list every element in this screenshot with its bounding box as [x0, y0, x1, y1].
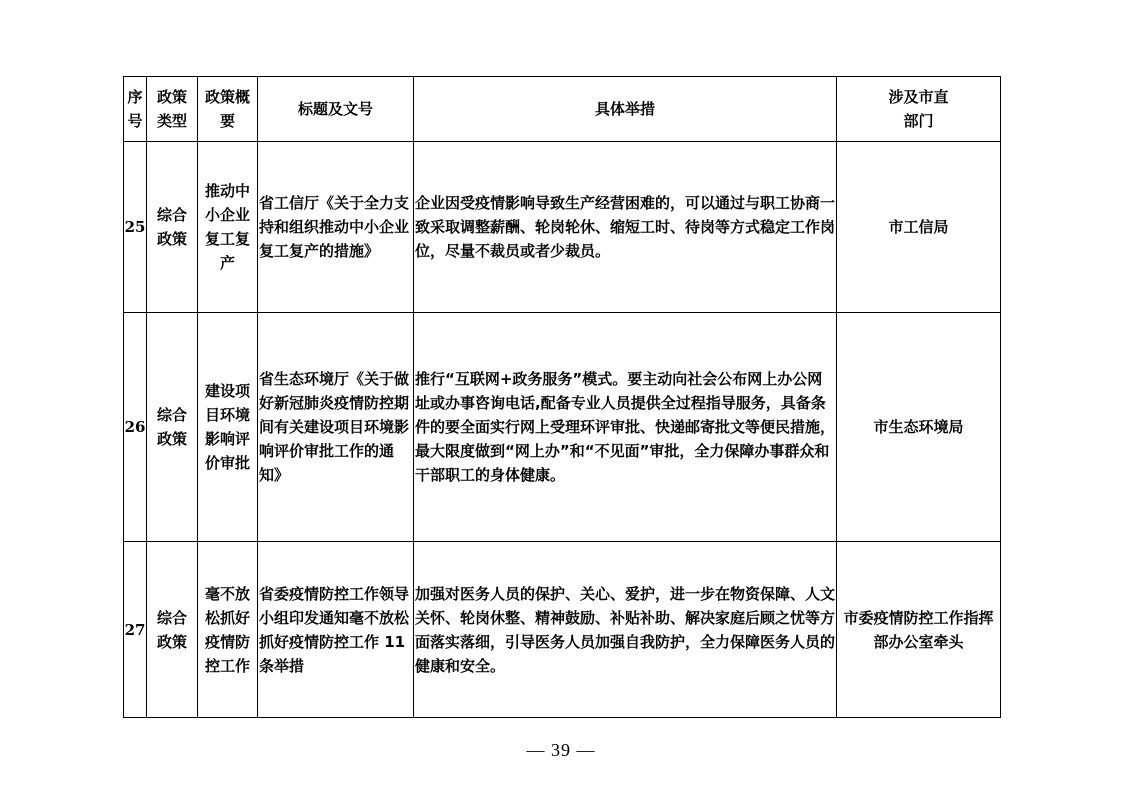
header-summary: 政策概要	[198, 77, 258, 142]
row-num: 27	[124, 542, 147, 718]
row-dept: 市生态环境局	[837, 313, 1001, 542]
row-summary: 建设项目环境影响评价审批	[198, 313, 258, 542]
row-num: 25	[124, 142, 147, 313]
header-num: 序号	[124, 77, 147, 142]
row-type: 综合政策	[147, 542, 198, 718]
page-number: — 39 —	[526, 740, 596, 760]
policy-table	[123, 76, 1001, 718]
row-type: 综合政策	[147, 313, 198, 542]
table-row	[124, 142, 1001, 313]
row-num: 26	[124, 313, 147, 542]
row-measures: 加强对医务人员的保护、关心、爱护，进一步在物资保障、人文关怀、轮岗休整、精神鼓励、补贴补助、解决家庭后顾之忧等方面落实落细，引导医务人员加强自我防护，全力保障医务人员的健康和安全。	[414, 542, 837, 718]
header-measures: 具体举措	[414, 77, 837, 142]
header-dept: 涉及市直部门	[837, 77, 1001, 142]
table-header-row	[124, 77, 1001, 142]
table-row	[124, 313, 1001, 542]
row-dept: 市委疫情防控工作指挥部办公室牵头	[837, 542, 1001, 718]
row-title: 省生态环境厅《关于做好新冠肺炎疫情防控期间有关建设项目环境影响评价审批工作的通知》	[258, 313, 414, 542]
row-title: 省委疫情防控工作领导小组印发通知毫不放松抓好疫情防控工作 11 条举措	[258, 542, 414, 718]
row-summary: 毫不放松抓好疫情防控工作	[198, 542, 258, 718]
header-type: 政策类型	[147, 77, 198, 142]
row-measures: 企业因受疫情影响导致生产经营困难的，可以通过与职工协商一致采取调整薪酬、轮岗轮休、缩短工时、待岗等方式稳定工作岗位，尽量不裁员或者少裁员。	[414, 142, 837, 313]
row-summary: 推动中小企业复工复产	[198, 142, 258, 313]
row-type: 综合政策	[147, 142, 198, 313]
row-measures: 推行“互联网+政务服务”模式。要主动向社会公布网上办公网址或办事咨询电话,配备专业人员提供全过程指导服务，具备条件的要全面实行网上受理环评审批、快递邮寄批文等便民措施，最大限度做到“网上办”和“不见面”审批，全力保障办事群众和干部职工的身体健康。	[414, 313, 837, 542]
header-title: 标题及文号	[258, 77, 414, 142]
table-row	[124, 542, 1001, 718]
row-title: 省工信厅《关于全力支持和组织推动中小企业复工复产的措施》	[258, 142, 414, 313]
row-dept: 市工信局	[837, 142, 1001, 313]
